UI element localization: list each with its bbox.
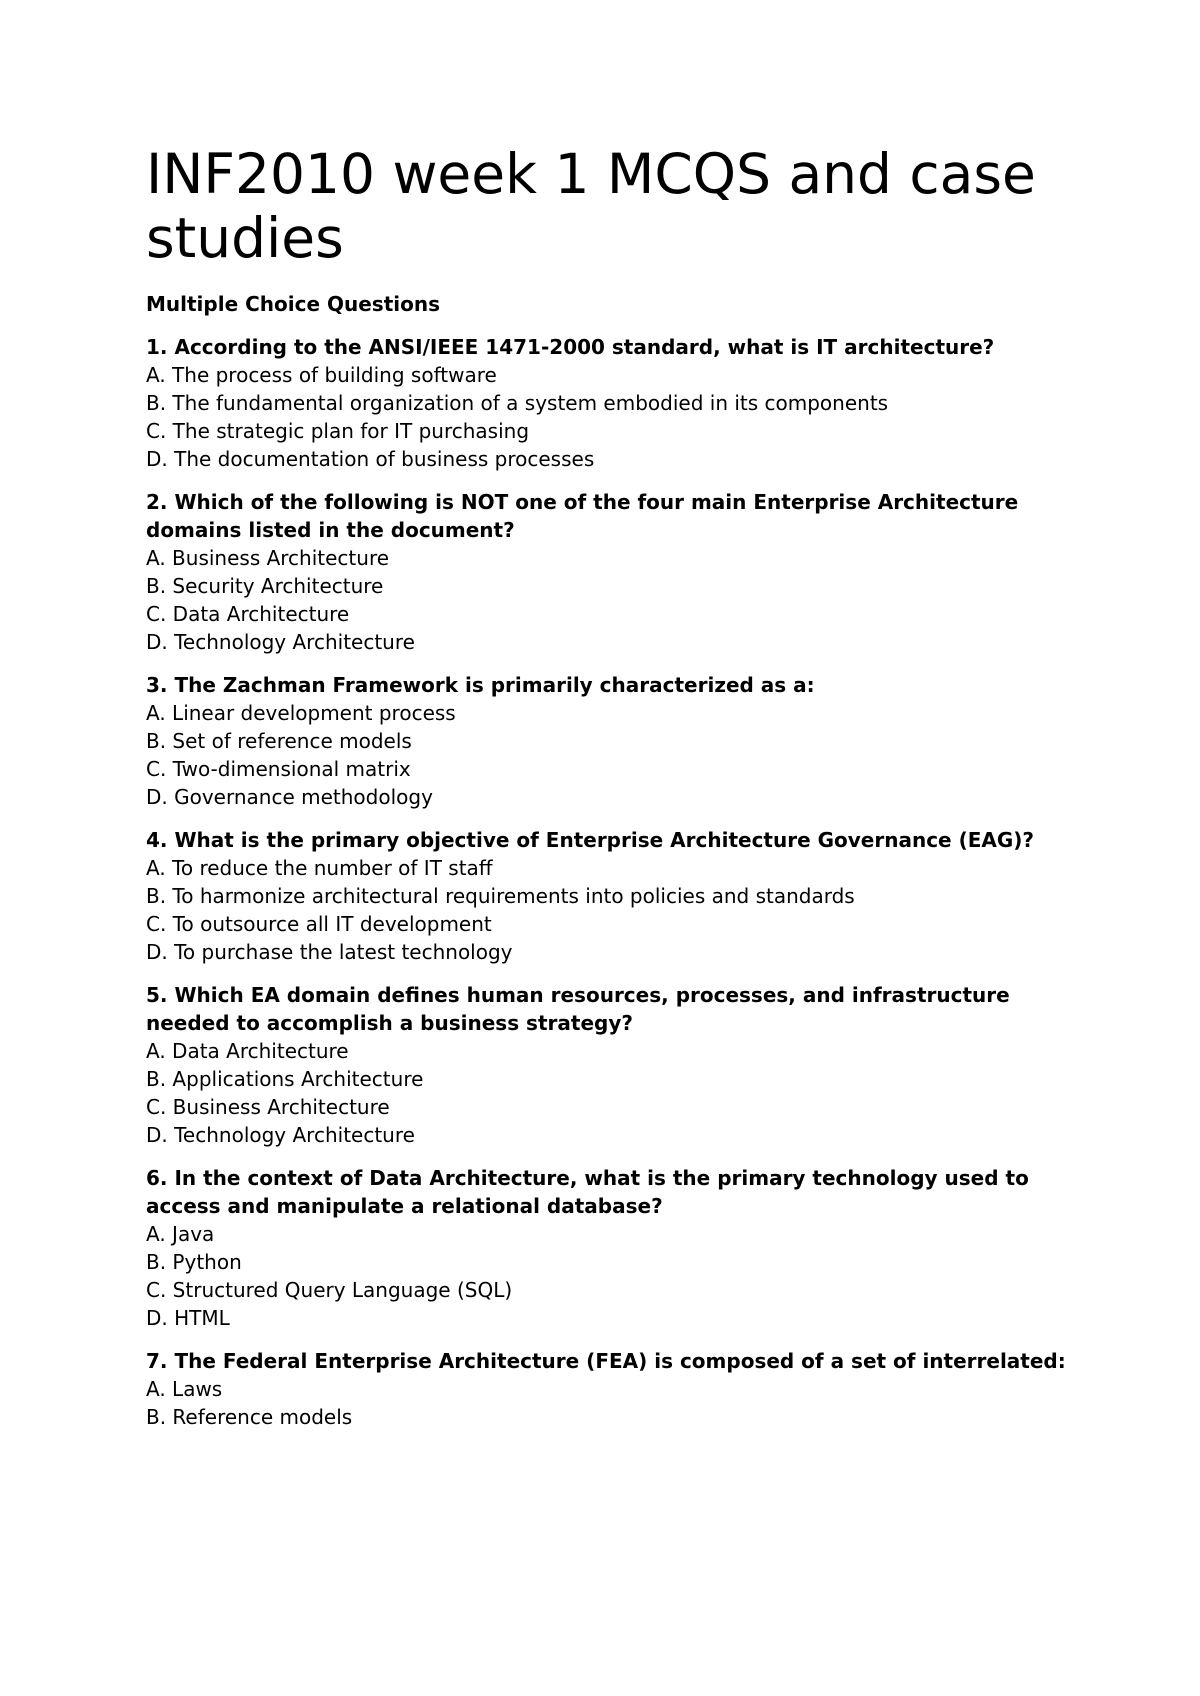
answer-option: C. Business Architecture: [146, 1095, 390, 1119]
answer-option: A. The process of building software: [146, 363, 497, 387]
answer-option: A. Java: [146, 1222, 215, 1246]
answer-option: B. Set of reference models: [146, 729, 412, 753]
answer-option: A. Business Architecture: [146, 546, 390, 570]
answer-option: C. Two-dimensional matrix: [146, 757, 411, 781]
question-text: 1. According to the ANSI/IEEE 1471-2000 standard, what is IT architecture?: [146, 335, 995, 359]
question-1: [146, 333, 1076, 473]
answer-option: B. The fundamental organization of a system embodied in its components: [146, 391, 889, 415]
answer-option: D. Governance methodology: [146, 785, 433, 809]
answer-option: B. Applications Architecture: [146, 1067, 424, 1091]
question-text: 7. The Federal Enterprise Architecture (FEA) is composed of a set of interrelated:: [146, 1349, 1066, 1373]
document-page: [146, 142, 1076, 1446]
answer-option: C. To outsource all IT development: [146, 912, 492, 936]
document-title: INF2010 week 1 MCQS and case studies: [146, 142, 1036, 270]
question-6: [146, 1164, 1076, 1332]
question-text: 6. In the context of Data Architecture, what is the primary technology used to access and manipulate a relational database?: [146, 1166, 1029, 1218]
section-heading: Multiple Choice Questions: [146, 292, 441, 316]
answer-option: A. Data Architecture: [146, 1039, 349, 1063]
question-text: 2. Which of the following is NOT one of the four main Enterprise Architecture domains listed in the document?: [146, 490, 1019, 542]
question-4: [146, 826, 1076, 966]
answer-option: C. Data Architecture: [146, 602, 350, 626]
question-text: 3. The Zachman Framework is primarily characterized as a:: [146, 673, 815, 697]
answer-option: B. To harmonize architectural requirements into policies and standards: [146, 884, 855, 908]
answer-option: D. Technology Architecture: [146, 1123, 415, 1147]
question-5: [146, 981, 1076, 1149]
answer-option: D. The documentation of business processes: [146, 447, 595, 471]
question-2: [146, 488, 1076, 656]
question-text: 5. Which EA domain defines human resources, processes, and infrastructure needed to accomplish a business strategy?: [146, 983, 1010, 1035]
answer-option: D. Technology Architecture: [146, 630, 415, 654]
question-3: [146, 671, 1076, 811]
answer-option: C. Structured Query Language (SQL): [146, 1278, 513, 1302]
answer-option: B. Security Architecture: [146, 574, 384, 598]
question-text: 4. What is the primary objective of Enterprise Architecture Governance (EAG)?: [146, 828, 1035, 852]
answer-option: A. To reduce the number of IT staff: [146, 856, 493, 880]
answer-option: D. HTML: [146, 1306, 230, 1330]
answer-option: D. To purchase the latest technology: [146, 940, 513, 964]
answer-option: A. Linear development process: [146, 701, 456, 725]
answer-option: A. Laws: [146, 1377, 223, 1401]
answer-option: C. The strategic plan for IT purchasing: [146, 419, 530, 443]
answer-option: B. Python: [146, 1250, 242, 1274]
question-7: [146, 1347, 1076, 1431]
answer-option: B. Reference models: [146, 1405, 353, 1429]
